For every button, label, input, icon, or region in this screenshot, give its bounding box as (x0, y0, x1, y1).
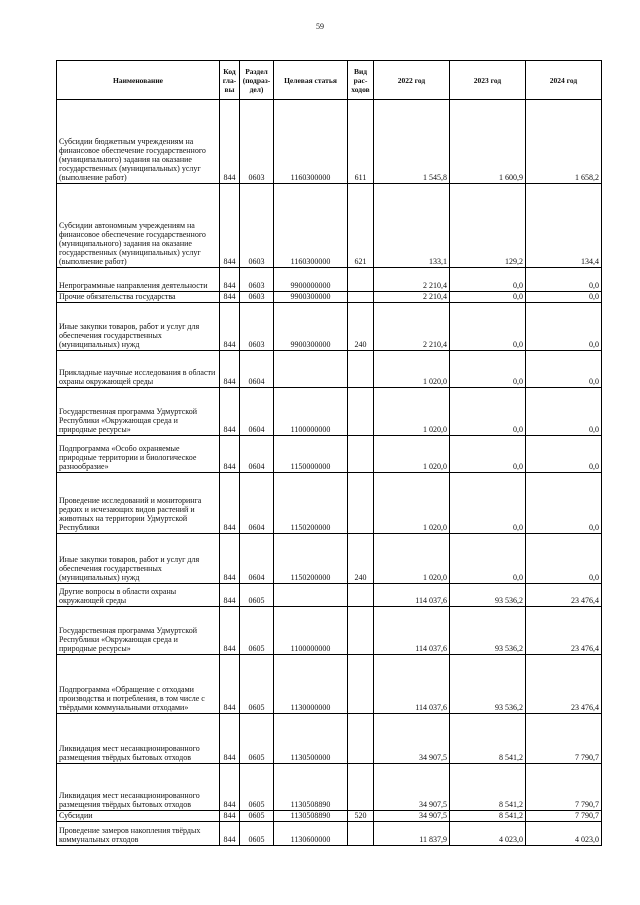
row-name: Государственная программа Удмуртской Республики «Окружающая среда и природные ресурсы» (57, 607, 220, 655)
row-razdel: 0605 (240, 822, 274, 846)
row-statya: 1130508890 (274, 811, 348, 822)
row-razdel: 0604 (240, 351, 274, 388)
row-razdel: 0603 (240, 184, 274, 268)
row-2024: 7 790,7 (526, 811, 602, 822)
row-name: Субсидии бюджетным учреждениям на финансовое обеспечение государственного (муниципального) задания на оказание государственных (муниципальных) услуг (выполнение работ) (57, 100, 220, 184)
row-name: Подпрограмма «Обращение с отходами производства и потребления, в том числе с твёрдыми коммунальными отходами» (57, 655, 220, 714)
row-statya: 1100000000 (274, 388, 348, 436)
row-2022: 1 545,8 (374, 100, 450, 184)
row-kod: 844 (220, 268, 240, 292)
row-name: Ликвидация мест несанкционированного размещения твёрдых бытовых отходов (57, 714, 220, 764)
table-row (57, 292, 602, 303)
row-razdel: 0605 (240, 714, 274, 764)
table-row (57, 764, 602, 811)
table-row (57, 811, 602, 822)
table-row (57, 534, 602, 584)
row-vid (348, 655, 374, 714)
row-2022: 34 907,5 (374, 811, 450, 822)
row-2023: 0,0 (450, 303, 526, 351)
row-2023: 8 541,2 (450, 764, 526, 811)
row-vid (348, 351, 374, 388)
row-kod: 844 (220, 811, 240, 822)
row-razdel: 0603 (240, 292, 274, 303)
row-razdel: 0605 (240, 607, 274, 655)
col-header-vid: Вид рас- ходов (348, 61, 374, 100)
row-razdel: 0605 (240, 584, 274, 607)
row-kod: 844 (220, 303, 240, 351)
row-razdel: 0604 (240, 534, 274, 584)
col-header-name: Наименование (57, 61, 220, 100)
col-header-2023: 2023 год (450, 61, 526, 100)
row-statya: 1100000000 (274, 607, 348, 655)
row-vid (348, 584, 374, 607)
row-name: Иные закупки товаров, работ и услуг для обеспечения государственных (муниципальных) нужд (57, 534, 220, 584)
row-name: Подпрограмма «Особо охраняемые природные территории и биологическое разнообразие» (57, 436, 220, 473)
col-header-kod: Код гла- вы (220, 61, 240, 100)
row-kod: 844 (220, 607, 240, 655)
row-vid (348, 607, 374, 655)
row-name: Ликвидация мест несанкционированного размещения твёрдых бытовых отходов (57, 764, 220, 811)
row-2024: 0,0 (526, 268, 602, 292)
row-kod: 844 (220, 184, 240, 268)
row-statya: 1150000000 (274, 436, 348, 473)
row-2023: 1 600,9 (450, 100, 526, 184)
row-kod: 844 (220, 534, 240, 584)
row-kod: 844 (220, 714, 240, 764)
row-2023: 8 541,2 (450, 714, 526, 764)
row-2023: 0,0 (450, 436, 526, 473)
row-2024: 7 790,7 (526, 714, 602, 764)
col-header-statya: Целевая статья (274, 61, 348, 100)
row-statya (274, 351, 348, 388)
row-2024: 134,4 (526, 184, 602, 268)
row-vid: 621 (348, 184, 374, 268)
row-2023: 0,0 (450, 268, 526, 292)
budget-table (56, 60, 602, 846)
row-razdel: 0604 (240, 436, 274, 473)
row-2023: 0,0 (450, 534, 526, 584)
row-2024: 0,0 (526, 388, 602, 436)
table-row (57, 584, 602, 607)
row-2022: 114 037,6 (374, 607, 450, 655)
row-name: Прочие обязательства государства (57, 292, 220, 303)
row-statya: 1130500000 (274, 714, 348, 764)
table-row (57, 473, 602, 534)
row-2023: 93 536,2 (450, 584, 526, 607)
col-header-2022: 2022 год (374, 61, 450, 100)
row-statya: 1150200000 (274, 473, 348, 534)
row-2024: 0,0 (526, 292, 602, 303)
row-kod: 844 (220, 292, 240, 303)
row-2022: 1 020,0 (374, 388, 450, 436)
row-2024: 0,0 (526, 436, 602, 473)
row-name: Государственная программа Удмуртской Республики «Окружающая среда и природные ресурсы» (57, 388, 220, 436)
row-2022: 1 020,0 (374, 436, 450, 473)
row-kod: 844 (220, 822, 240, 846)
row-statya: 1130508890 (274, 764, 348, 811)
row-vid (348, 822, 374, 846)
row-2024: 1 658,2 (526, 100, 602, 184)
row-2023: 0,0 (450, 351, 526, 388)
row-name: Иные закупки товаров, работ и услуг для обеспечения государственных (муниципальных) нужд (57, 303, 220, 351)
row-2022: 1 020,0 (374, 534, 450, 584)
row-2023: 4 023,0 (450, 822, 526, 846)
row-vid (348, 292, 374, 303)
row-2024: 23 476,4 (526, 584, 602, 607)
row-statya (274, 584, 348, 607)
row-name: Непрограммные направления деятельности (57, 268, 220, 292)
table-row (57, 351, 602, 388)
row-razdel: 0603 (240, 100, 274, 184)
row-2023: 8 541,2 (450, 811, 526, 822)
row-name: Проведение замеров накопления твёрдых коммунальных отходов (57, 822, 220, 846)
table-row (57, 714, 602, 764)
row-name: Проведение исследований и мониторинга редких и исчезающих видов растений и животных на территории Удмуртской Республики (57, 473, 220, 534)
row-2024: 7 790,7 (526, 764, 602, 811)
col-header-2024: 2024 год (526, 61, 602, 100)
row-kod: 844 (220, 473, 240, 534)
row-2022: 34 907,5 (374, 764, 450, 811)
row-2024: 0,0 (526, 303, 602, 351)
row-kod: 844 (220, 351, 240, 388)
row-name: Другие вопросы в области охраны окружающей среды (57, 584, 220, 607)
table-header-row (57, 61, 602, 100)
row-vid: 240 (348, 303, 374, 351)
table-row (57, 100, 602, 184)
row-vid (348, 473, 374, 534)
table-row (57, 655, 602, 714)
row-2022: 2 210,4 (374, 303, 450, 351)
row-name: Субсидии (57, 811, 220, 822)
row-vid: 520 (348, 811, 374, 822)
row-vid: 611 (348, 100, 374, 184)
row-2024: 0,0 (526, 351, 602, 388)
table-row (57, 388, 602, 436)
row-2023: 0,0 (450, 388, 526, 436)
table-row (57, 822, 602, 846)
row-2024: 0,0 (526, 473, 602, 534)
table-row (57, 303, 602, 351)
table-row (57, 184, 602, 268)
row-statya: 9900300000 (274, 303, 348, 351)
row-razdel: 0605 (240, 655, 274, 714)
row-2022: 2 210,4 (374, 292, 450, 303)
row-razdel: 0603 (240, 268, 274, 292)
row-kod: 844 (220, 436, 240, 473)
row-2023: 93 536,2 (450, 655, 526, 714)
row-razdel: 0604 (240, 473, 274, 534)
row-2022: 114 037,6 (374, 584, 450, 607)
row-2022: 1 020,0 (374, 351, 450, 388)
row-vid (348, 714, 374, 764)
row-razdel: 0604 (240, 388, 274, 436)
row-statya: 9900300000 (274, 292, 348, 303)
row-statya: 1150200000 (274, 534, 348, 584)
row-2022: 11 837,9 (374, 822, 450, 846)
row-2022: 1 020,0 (374, 473, 450, 534)
row-vid (348, 436, 374, 473)
row-vid (348, 388, 374, 436)
row-kod: 844 (220, 764, 240, 811)
row-2023: 129,2 (450, 184, 526, 268)
row-razdel: 0603 (240, 303, 274, 351)
row-statya: 9900000000 (274, 268, 348, 292)
row-kod: 844 (220, 584, 240, 607)
row-vid (348, 764, 374, 811)
row-statya: 1130600000 (274, 822, 348, 846)
row-razdel: 0605 (240, 811, 274, 822)
row-2024: 4 023,0 (526, 822, 602, 846)
row-kod: 844 (220, 100, 240, 184)
row-vid (348, 268, 374, 292)
row-2022: 34 907,5 (374, 714, 450, 764)
row-2022: 2 210,4 (374, 268, 450, 292)
row-2022: 133,1 (374, 184, 450, 268)
table-row (57, 607, 602, 655)
row-2023: 93 536,2 (450, 607, 526, 655)
row-razdel: 0605 (240, 764, 274, 811)
row-2023: 0,0 (450, 473, 526, 534)
row-2024: 23 476,4 (526, 607, 602, 655)
table-row (57, 436, 602, 473)
row-kod: 844 (220, 388, 240, 436)
row-2024: 23 476,4 (526, 655, 602, 714)
row-2022: 114 037,6 (374, 655, 450, 714)
row-statya: 1160300000 (274, 100, 348, 184)
col-header-razdel: Раздел (подраз- дел) (240, 61, 274, 100)
row-vid: 240 (348, 534, 374, 584)
row-name: Прикладные научные исследования в области охраны окружающей среды (57, 351, 220, 388)
row-name: Субсидии автономным учреждениям на финансовое обеспечение государственного (муниципального) задания на оказание государственных (муниципальных) услуг (выполнение работ) (57, 184, 220, 268)
row-kod: 844 (220, 655, 240, 714)
row-statya: 1130000000 (274, 655, 348, 714)
row-statya: 1160300000 (274, 184, 348, 268)
row-2023: 0,0 (450, 292, 526, 303)
page-number: 59 (316, 22, 324, 31)
row-2024: 0,0 (526, 534, 602, 584)
table-row (57, 268, 602, 292)
